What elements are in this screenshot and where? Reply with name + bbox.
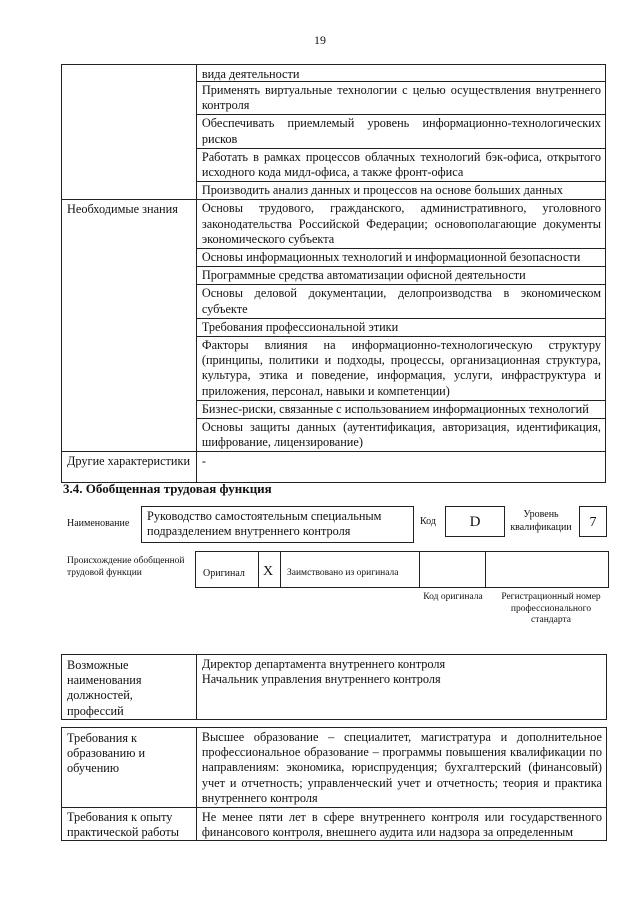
- list-item: Основы трудового, гражданского, административного, уголовного законодательства Российской Федерации; основополагающие документы экономического субъекта: [197, 200, 605, 249]
- list-item: Основы информационных технологий и информационной безопасности: [197, 249, 605, 267]
- row-label: [62, 65, 197, 200]
- list-item: Требования профессиональной этики: [197, 319, 605, 337]
- skills-knowledge-table: [61, 64, 606, 483]
- list-item: Работать в рамках процессов облачных технологий бэк-офиса, открытого исходного кода мидл-офиса, а также фронт-офиса: [197, 149, 605, 182]
- list-item: Начальник управления внутреннего контроля: [201, 672, 441, 687]
- list-item: Факторы влияния на информационно-технологическую структуру (принципы, политики и подходы, процессы, организационная структура, культура, этика и поведение, информация, услуги, инфраструктура и приложения, персонал, навыки и компетенции): [197, 337, 605, 401]
- code-value: D: [445, 506, 505, 537]
- requirements-table: [61, 727, 607, 841]
- origin-label: Происхождение обобщенной трудовой функции: [67, 556, 185, 578]
- list-item: Бизнес-риски, связанные с использованием информационных технологий: [197, 401, 605, 419]
- code-label: Код: [420, 516, 436, 527]
- name-value: Руководство самостоятельным специальным подразделением внутреннего контроля: [141, 506, 414, 543]
- borrowed-label: Заимствовано из оригинала: [287, 568, 399, 578]
- list-item: Основы деловой документации, делопроизводства в экономическом субъекте: [197, 285, 605, 318]
- table-row: [62, 452, 606, 483]
- reg-number-caption: Регистрационный номер профессионального стандарта: [501, 592, 601, 625]
- list-item: Директор департамента внутреннего контроля: [201, 657, 446, 671]
- table-row: [62, 65, 606, 200]
- row-value: Не менее пяти лет в сфере внутреннего контроля или государственного финансового контроля, внешнего аудита или надзора за определенным: [196, 808, 606, 841]
- row-label: Необходимые знания: [62, 200, 197, 452]
- list-item: Применять виртуальные технологии с целью осуществления внутреннего контроля: [197, 82, 605, 115]
- list-item: Основы защиты данных (аутентификация, авторизация, идентификация, шифрование, лицензирование): [201, 420, 601, 450]
- row-value: Высшее образование – специалитет, магистратура и дополнительное профессиональное образование – программы повышения квалификации по направлениям: экономика, юриспруденция; бухгалтерский (финансовый) учет и отчетность; управленческий учет и отчетность; теория и практика внутреннего контроля: [196, 728, 606, 808]
- table-row: [62, 200, 606, 452]
- level-value: 7: [579, 506, 607, 537]
- row-label: Требования к опыту практической работы: [62, 808, 197, 841]
- row-label: Другие характеристики: [62, 452, 197, 483]
- code-original-caption: Код оригинала: [423, 592, 483, 602]
- page-number: 19: [314, 33, 326, 47]
- table-row: [62, 655, 607, 720]
- level-label: Уровень квалификации: [510, 509, 572, 533]
- list-item: вида деятельности: [197, 65, 605, 82]
- table-row: [62, 728, 607, 808]
- original-label: Оригинал: [203, 568, 245, 579]
- list-item: -: [196, 452, 605, 483]
- list-item: Программные средства автоматизации офисной деятельности: [197, 267, 605, 285]
- list-item: Производить анализ данных и процессов на основе больших данных: [201, 183, 563, 198]
- row-label: Возможные наименования должностей, профессий: [62, 655, 197, 720]
- row-label: Требования к образованию и обучению: [62, 728, 197, 808]
- positions-table: [61, 654, 607, 720]
- name-label: Наименование: [67, 518, 130, 529]
- original-mark: X: [263, 564, 274, 579]
- section-heading: 3.4. Обобщенная трудовая функция: [63, 481, 272, 496]
- table-row: [62, 808, 607, 841]
- list-item: Обеспечивать приемлемый уровень информационно-технологических рисков: [197, 115, 605, 148]
